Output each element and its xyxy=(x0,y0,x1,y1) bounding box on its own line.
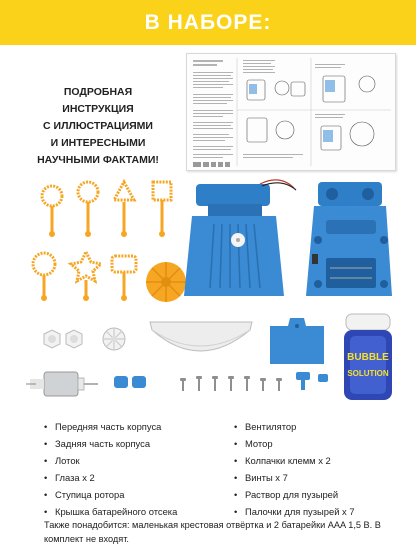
back-housing-image xyxy=(306,182,392,296)
bottle-label-line1: BUBBLE xyxy=(347,352,389,363)
bullet: • xyxy=(44,421,48,432)
blue-screw-caps xyxy=(296,372,328,390)
screws-image xyxy=(180,376,282,391)
list-item-text: Задняя часть корпуса xyxy=(55,438,151,449)
eyes-image xyxy=(44,330,82,348)
parts-list-right xyxy=(234,418,355,520)
bullet: • xyxy=(234,472,238,483)
list-item-text: Глаза x 2 xyxy=(55,472,95,483)
intro-line: ПОДРОБНАЯ ИНСТРУКЦИЯ xyxy=(62,86,134,115)
list-item xyxy=(234,452,355,469)
bullet: • xyxy=(234,438,238,449)
list-item xyxy=(234,486,355,503)
list-item xyxy=(44,486,177,503)
intro-line: С ИЛЛЮСТРАЦИЯМИ xyxy=(43,120,153,132)
requirements-note: Также понадобится: маленькая крестовая отвёртка и 2 батарейки AAA 1,5 В. В комплект не входят. xyxy=(44,520,381,544)
list-item-text: Раствор для пузырей xyxy=(245,489,339,500)
list-item-text: Лоток xyxy=(55,455,80,466)
bubble-wands-bottom xyxy=(33,252,136,296)
kit-parts-illustration xyxy=(0,176,416,406)
list-item xyxy=(44,469,177,486)
bullet: • xyxy=(234,455,238,466)
list-item xyxy=(44,452,177,469)
list-item-text: Мотор xyxy=(245,438,273,449)
bullet: • xyxy=(44,489,48,500)
fan-image xyxy=(103,328,125,350)
instruction-sheet-image xyxy=(186,53,396,171)
list-item xyxy=(234,469,355,486)
tray-image xyxy=(150,322,252,351)
intro-line: И ИНТЕРЕСНЫМИ xyxy=(50,137,146,149)
list-item-text: Колпачки клемм x 2 xyxy=(245,455,331,466)
bubble-solution-bottle-image xyxy=(344,314,392,400)
list-item xyxy=(44,418,177,435)
motor-image xyxy=(26,372,98,396)
bottle-label-line2: SOLUTION xyxy=(347,369,389,378)
manual-description xyxy=(28,84,168,169)
list-item-text: Вентилятор xyxy=(245,421,297,432)
front-housing-image xyxy=(184,180,296,296)
parts-list-left xyxy=(44,418,177,520)
list-item-text: Ступица ротора xyxy=(55,489,125,500)
intro-line: НАУЧНЫМИ ФАКТАМИ! xyxy=(37,154,159,166)
terminal-caps-image xyxy=(114,376,146,388)
list-item-text: Крышка батарейного отсека xyxy=(55,506,178,517)
list-item xyxy=(234,418,355,435)
bullet: • xyxy=(44,438,48,449)
title-banner xyxy=(0,0,416,45)
list-item xyxy=(44,435,177,452)
instruction-sheet-illustration xyxy=(187,54,395,170)
bubble-wands-top xyxy=(42,182,171,232)
bullet: • xyxy=(234,421,238,432)
bullet: • xyxy=(234,489,238,500)
battery-cover-image xyxy=(270,318,324,364)
list-item-text: Винты x 7 xyxy=(245,472,288,483)
rotor-hub-image xyxy=(146,262,186,302)
list-item xyxy=(234,435,355,452)
bullet: • xyxy=(44,472,48,483)
banner-title: В НАБОРЕ: xyxy=(144,10,272,34)
list-item-text: Передняя часть корпуса xyxy=(55,421,162,432)
bullet: • xyxy=(44,455,48,466)
bullet: • xyxy=(44,506,48,517)
list-item-text: Палочки для пузырей x 7 xyxy=(245,506,355,517)
bullet: • xyxy=(234,506,238,517)
